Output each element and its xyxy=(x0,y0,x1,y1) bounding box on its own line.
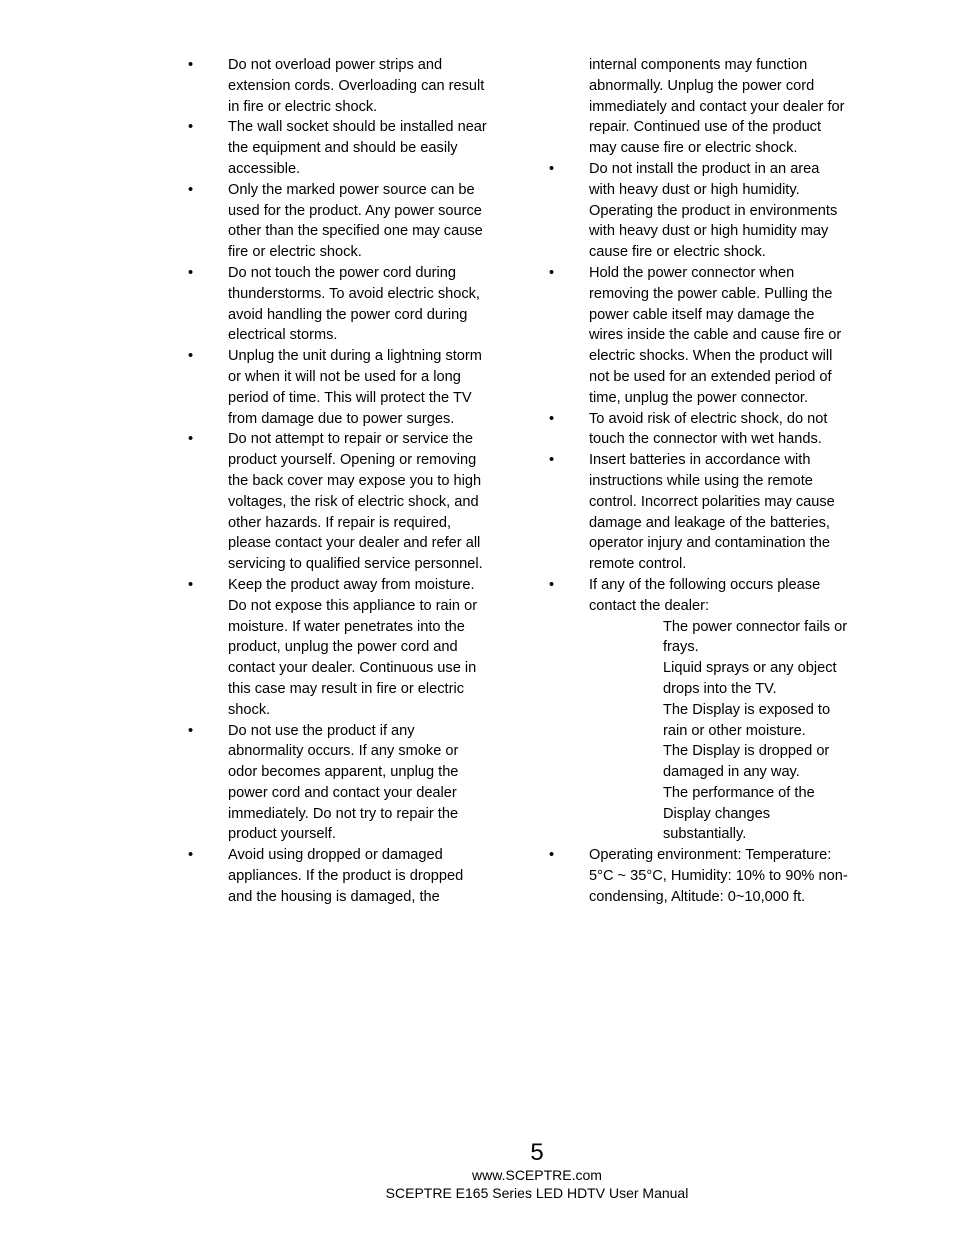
bullet-icon: • xyxy=(188,57,194,73)
footer-url: www.SCEPTRE.com xyxy=(472,1167,602,1183)
bullet-icon: • xyxy=(188,576,194,593)
list-item-text: Operating environment: Temperature: 5°C ~ 35°C, Humidity: 10% to 90% non-condensing, Altitude: 0~10,000 ft. xyxy=(589,847,848,905)
list-item-text: Hold the power connector when removing the power cable. Pulling the power cable itself may damage the wires inside the cable and cause fire or electric shocks. When the product will not be used for an extended period of time, unplug the power connector. xyxy=(589,264,842,406)
bullet-icon: • xyxy=(188,722,194,739)
list-item xyxy=(188,263,488,346)
list-item xyxy=(188,429,488,575)
list-item xyxy=(188,721,488,846)
sub-list-item: The Display is dropped or damaged in any way. xyxy=(663,743,830,781)
right-column xyxy=(549,55,849,908)
list-item xyxy=(549,263,849,409)
list-item-text: Keep the product away from moisture. Do not expose this appliance to rain or moisture. If water penetrates into the product, unplug the power cord and contact your dealer. Continuous use in this case may result in fire or electric shock. xyxy=(228,576,478,718)
list-item xyxy=(188,845,488,907)
list-item-text: Do not overload power strips and extension cords. Overloading can result in fire or electric shock. xyxy=(228,57,485,115)
list-item-text: If any of the following occurs please contact the dealer: xyxy=(589,576,821,614)
footer-manual-title: SCEPTRE E165 Series LED HDTV User Manual xyxy=(385,1185,689,1201)
bullet-icon: • xyxy=(549,576,555,593)
sub-list-item: Liquid sprays or any object drops into the TV. xyxy=(663,660,837,697)
list-item-text: Only the marked power source can be used for the product. Any power source other than the specified one may cause fire or electric shock. xyxy=(228,181,483,261)
bullet-icon: • xyxy=(188,264,194,281)
bullet-icon: • xyxy=(549,264,555,281)
list-item-text: Avoid using dropped or damaged appliances. If the product is dropped and the housing is damaged, the xyxy=(228,847,464,905)
bullet-icon: • xyxy=(549,847,555,864)
list-item xyxy=(188,117,488,179)
sub-list-item: The Display is exposed to rain or other moisture. xyxy=(663,701,831,739)
bullet-icon: • xyxy=(549,410,555,427)
list-item xyxy=(549,159,849,263)
list-item-text: To avoid risk of electric shock, do not touch the connector with wet hands. xyxy=(589,410,828,448)
list-item xyxy=(188,55,488,117)
continued-text: internal components may function abnormally. Unplug the power cord immediately and contact your dealer for repair. Continued use of the product may cause fire or electric shock. xyxy=(589,57,845,157)
list-item xyxy=(549,409,849,451)
list-item-text: The wall socket should be installed near the equipment and should be easily accessible. xyxy=(228,119,487,177)
list-item xyxy=(188,180,488,263)
list-item xyxy=(188,346,488,429)
list-item xyxy=(549,845,849,907)
sub-list-item: The power connector fails or frays. xyxy=(663,618,848,656)
bullet-icon: • xyxy=(188,181,194,198)
list-item xyxy=(188,575,488,721)
left-column xyxy=(188,55,488,908)
list-item-text: Insert batteries in accordance with instructions while using the remote control. Incorrect polarities may cause damage and leakage of the batteries, operator injury and contamination the remote control. xyxy=(589,452,835,573)
bullet-icon: • xyxy=(188,119,194,136)
list-item xyxy=(549,450,849,575)
list-item xyxy=(549,575,849,617)
list-item-text: Do not touch the power cord during thunderstorms. To avoid electric shock, avoid handling the power cord during electrical storms. xyxy=(228,264,480,344)
list-item-text: Do not use the product if any abnormality occurs. If any smoke or odor becomes apparent, unplug the power cord and contact your dealer immediately. Do not try to repair the product yourself. xyxy=(228,722,459,843)
page-number: 5 xyxy=(530,1139,544,1166)
bullet-icon: • xyxy=(549,452,555,469)
sub-list-item: The performance of the Display changes substantially. xyxy=(663,784,815,843)
list-item-text: Unplug the unit during a lightning storm or when it will not be used for a long period of time. This will protect the TV from damage due to power surges. xyxy=(228,348,482,427)
list-item-text: Do not install the product in an area with heavy dust or high humidity. Operating the product in environments with heavy dust or high humidity may cause fire or electric shock. xyxy=(589,160,838,261)
bullet-icon: • xyxy=(188,847,194,864)
bullet-icon: • xyxy=(188,431,194,448)
bullet-icon: • xyxy=(549,160,555,177)
list-item-text: Do not attempt to repair or service the product yourself. Opening or removing the back cover may expose you to high voltages, the risk of electric shock, and other hazards. If repair is required, please contact your dealer and refer all servicing to qualified service personnel. xyxy=(228,431,483,573)
bullet-icon: • xyxy=(188,348,194,365)
